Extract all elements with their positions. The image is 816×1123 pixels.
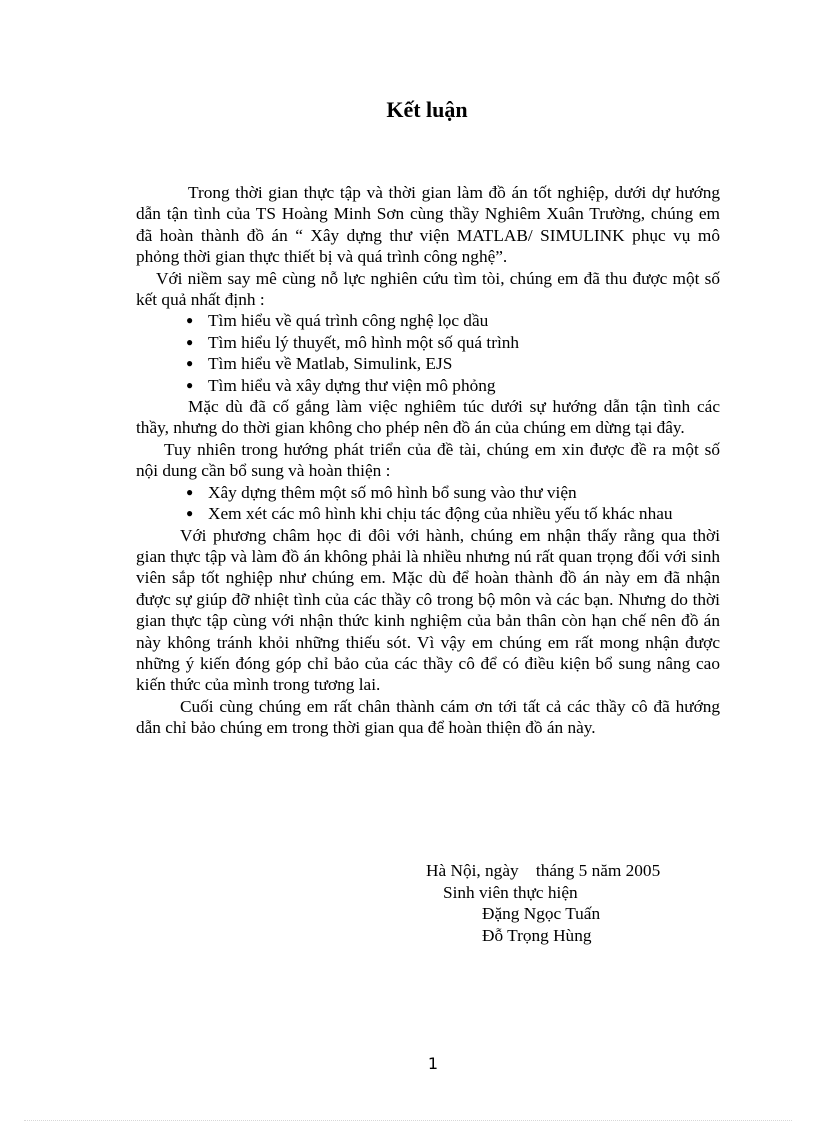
- paragraph-introduction: Trong thời gian thực tập và thời gian làm đồ án tốt nghiệp, dưới dự hướng dẫn tận tình của TS Hoàng Minh Sơn cùng thầy Nghiêm Xuân Trường, chúng em đã hoàn thành đồ án “ Xây dựng thư viện MATLAB/ SIMULINK phục vụ mô phỏng thời gian thực thiết bị và quá trình công nghệ”.: [136, 183, 720, 267]
- paragraph-future-intro: Tuy nhiên trong hướng phát triển của đề tài, chúng em xin được đề ra một số nội dung cần bổ sung và hoàn thiện :: [136, 439, 720, 481]
- list-item: ● Tìm hiểu và xây dựng thư viện mô phỏng: [186, 375, 496, 395]
- paragraph-acknowledgement: Cuối cùng chúng em rất chân thành cám ơn tới tất cả các thầy cô đã hướng dẫn chỉ bảo chúng em trong thời gian qua để hoàn thiện đồ án này.: [136, 696, 720, 738]
- bullet-icon: ●: [186, 334, 194, 349]
- list-item: ● Xem xét các mô hình khi chịu tác động của nhiều yếu tố khác nhau: [186, 504, 673, 524]
- page-number: 1: [427, 1054, 439, 1073]
- bullet-icon: ●: [186, 313, 194, 328]
- signature-block: [426, 860, 660, 946]
- signature-role: Sinh viên thực hiện: [443, 882, 578, 902]
- bullet-icon: ●: [186, 484, 194, 499]
- document-body: [136, 182, 720, 739]
- list-item: ● Tìm hiểu về Matlab, Simulink, EJS: [186, 354, 453, 374]
- paragraph-results-intro: Với niềm say mê cùng nỗ lực nghiên cứu tìm tòi, chúng em đã thu được một số kết quả nhất định :: [136, 268, 720, 310]
- signature-name-1: Đặng Ngọc Tuấn: [482, 904, 601, 924]
- page-divider: [24, 1120, 792, 1121]
- signature-date: Hà Nội, ngày tháng 5 năm 2005: [426, 861, 661, 880]
- signature-name-2: Đỗ Trọng Hùng: [482, 925, 592, 945]
- page-title: Kết luận: [386, 97, 468, 122]
- list-item: ● Tìm hiểu lý thuyết, mô hình một số quá trình: [186, 332, 520, 352]
- paragraph-limitations: Mặc dù đã cố gắng làm việc nghiêm túc dưới sự hướng dẫn tận tình các thầy, nhưng do thời gian không cho phép nên đồ án của chúng em dừng tại đây.: [136, 397, 720, 438]
- bullet-icon: ●: [186, 356, 194, 371]
- results-list: [136, 310, 720, 396]
- bullet-icon: ●: [186, 377, 194, 392]
- future-work-list: [136, 482, 720, 525]
- paragraph-reflection: Với phương châm học đi đôi với hành, chúng em nhận thấy rằng qua thời gian thực tập và làm đồ án không phải là nhiều nhưng nú rất quan trọng đối với sinh viên sắp tốt nghiệp như chúng em. Mặc dù để hoàn thành đồ án này em đã nhận được sự giúp đỡ nhiệt tình của các thầy cô trong bộ môn và các bạn. Nhưng do thời gian thực tập cùng với nhận thức kinh nghiệm của bản thân còn hạn chế nên đồ án này không tránh khỏi những thiếu sót. Vì vậy em chúng em rất mong nhận được những ý kiến đóng góp chỉ bảo của các thầy cô để có điều kiện bổ sung nâng cao kiến thức của mình trong tương lai.: [136, 525, 720, 695]
- bullet-icon: ●: [186, 506, 194, 521]
- list-item: ● Xây dựng thêm một số mô hình bổ sung vào thư viện: [186, 482, 577, 502]
- list-item: ● Tìm hiểu về quá trình công nghệ lọc dầu: [186, 311, 489, 331]
